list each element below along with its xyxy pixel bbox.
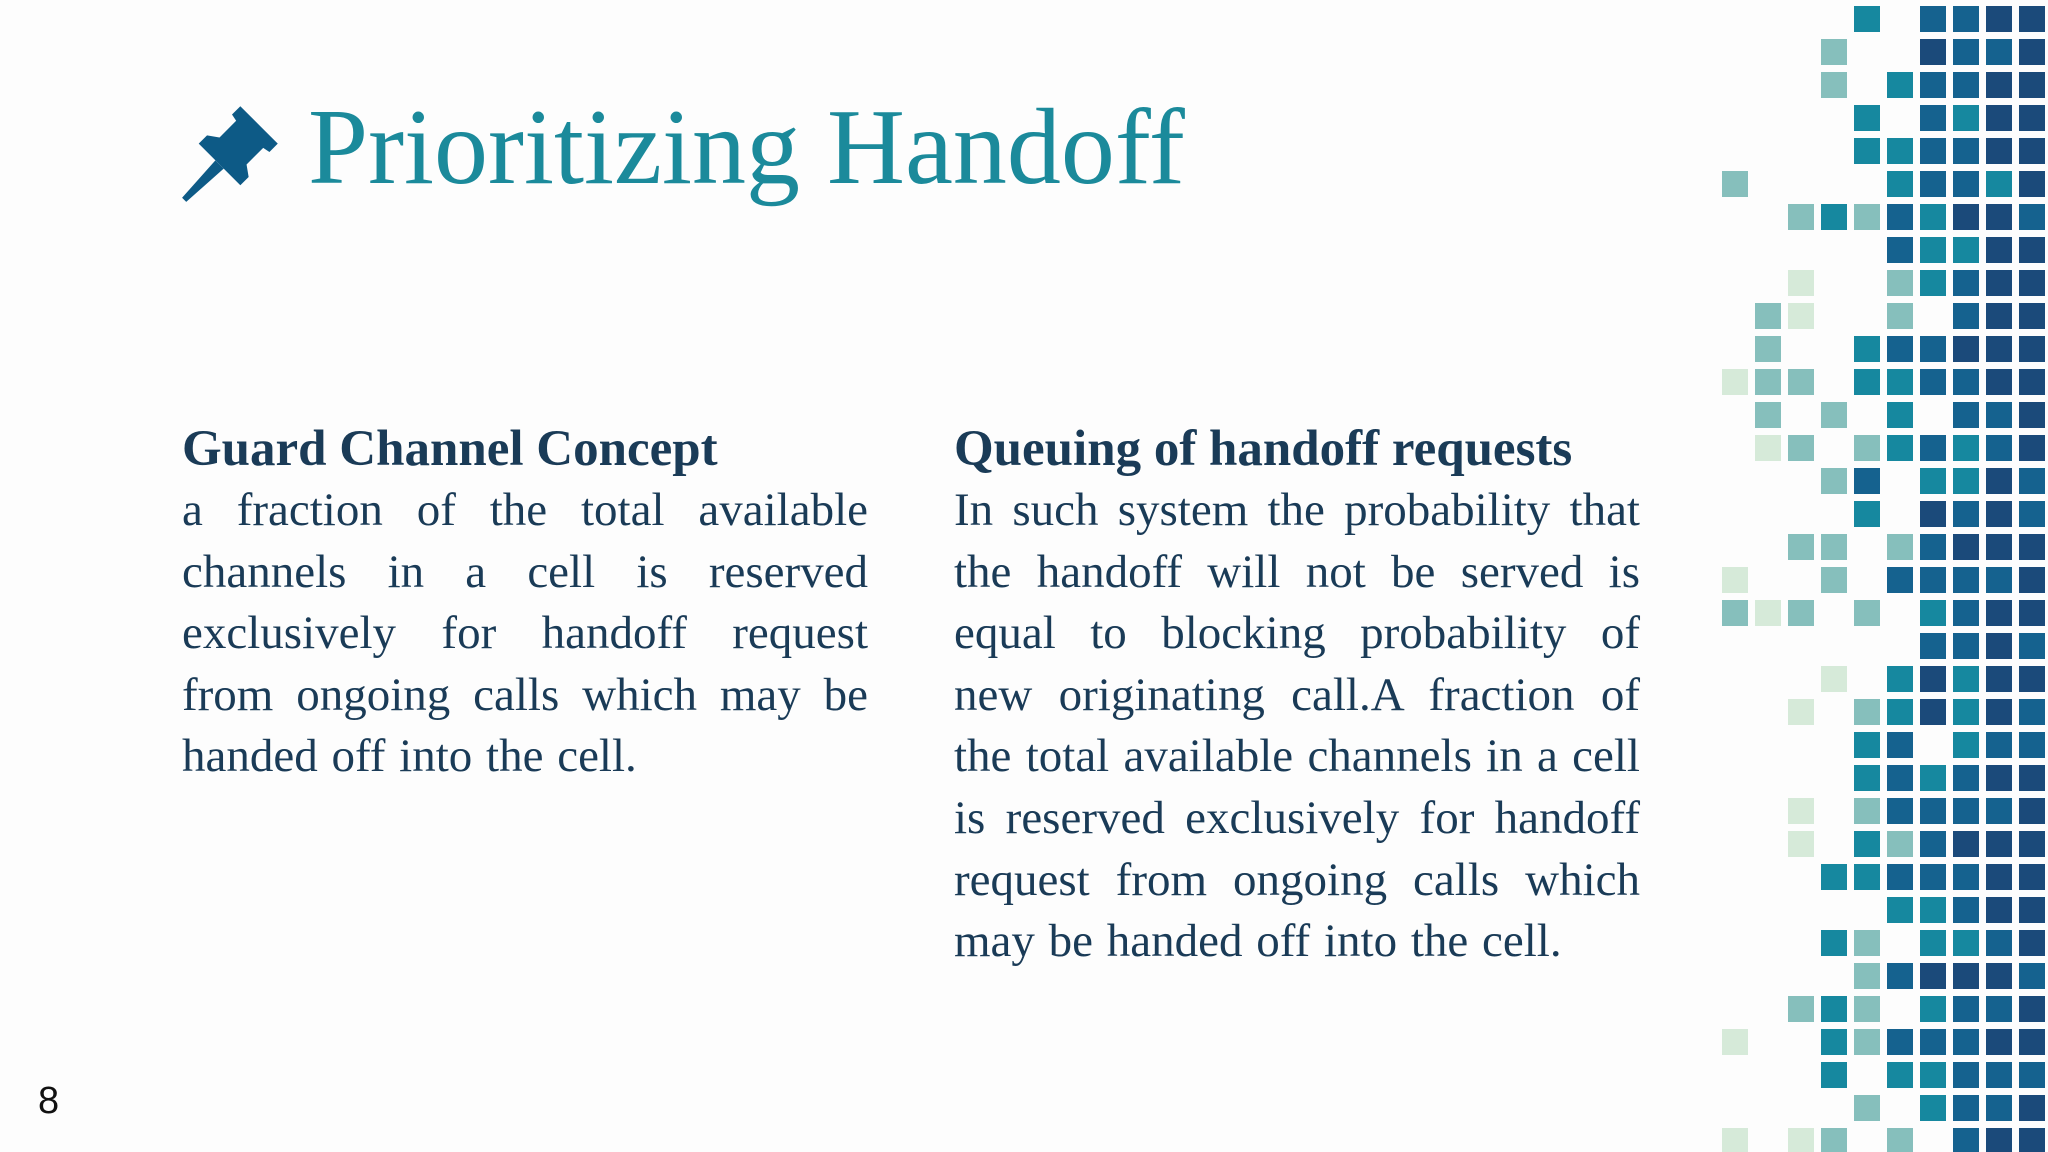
mosaic-square (1788, 534, 1814, 560)
mosaic-square (1722, 600, 1748, 626)
mosaic-square (1986, 468, 2012, 494)
mosaic-square (1821, 1128, 1847, 1152)
mosaic-square (1854, 138, 1880, 164)
mosaic-square (1887, 204, 1913, 230)
mosaic-square (1755, 369, 1781, 395)
mosaic-square (1788, 270, 1814, 296)
mosaic-square (2019, 369, 2045, 395)
mosaic-square (1887, 699, 1913, 725)
mosaic-square (2019, 6, 2045, 32)
mosaic-square (2019, 270, 2045, 296)
mosaic-square (1821, 864, 1847, 890)
mosaic-square (1788, 831, 1814, 857)
mosaic-square (1986, 204, 2012, 230)
mosaic-square (1821, 567, 1847, 593)
mosaic-square (1986, 501, 2012, 527)
mosaic-square (2019, 204, 2045, 230)
mosaic-square (1755, 402, 1781, 428)
mosaic-square (1854, 468, 1880, 494)
mosaic-square (1920, 39, 1946, 65)
mosaic-square (1953, 567, 1979, 593)
mosaic-square (1953, 336, 1979, 362)
mosaic-square (2019, 534, 2045, 560)
mosaic-square (1920, 237, 1946, 263)
mosaic-square (1920, 897, 1946, 923)
mosaic-square (2019, 930, 2045, 956)
mosaic-square (2019, 402, 2045, 428)
mosaic-square (1821, 996, 1847, 1022)
mosaic-square (1854, 336, 1880, 362)
mosaic-square (1986, 963, 2012, 989)
mosaic-square (1821, 204, 1847, 230)
mosaic-square (2019, 468, 2045, 494)
mosaic-square (1788, 699, 1814, 725)
mosaic-square (1953, 237, 1979, 263)
mosaic-square (1920, 468, 1946, 494)
mosaic-square (1986, 270, 2012, 296)
mosaic-square (1986, 633, 2012, 659)
mosaic-square (1953, 204, 1979, 230)
mosaic-square (1755, 435, 1781, 461)
mosaic-square (1887, 336, 1913, 362)
mosaic-square (1986, 303, 2012, 329)
mosaic-square (2019, 633, 2045, 659)
mosaic-square (1887, 798, 1913, 824)
mosaic-square (1854, 435, 1880, 461)
mosaic-square (1788, 204, 1814, 230)
mosaic-square (1920, 633, 1946, 659)
mosaic-square (1788, 435, 1814, 461)
mosaic-square (1953, 435, 1979, 461)
mosaic-square (1854, 765, 1880, 791)
mosaic-square (1920, 105, 1946, 131)
mosaic-square (1821, 39, 1847, 65)
mosaic-square (1986, 72, 2012, 98)
mosaic-square (1920, 1062, 1946, 1088)
mosaic-square (1821, 72, 1847, 98)
mosaic-square (1920, 600, 1946, 626)
mosaic-square (1821, 534, 1847, 560)
slide-title: Prioritizing Handoff (308, 88, 1185, 207)
mosaic-square (1854, 864, 1880, 890)
mosaic-square (1854, 996, 1880, 1022)
mosaic-square (1986, 864, 2012, 890)
mosaic-square (1722, 1128, 1748, 1152)
mosaic-square (1953, 369, 1979, 395)
mosaic-square (2019, 39, 2045, 65)
mosaic-square (1986, 1029, 2012, 1055)
mosaic-square (1887, 732, 1913, 758)
mosaic-square (1788, 303, 1814, 329)
queuing-body: In such system the probability that the handoff will not be served is equal to blocking probability of new originating call.A fraction of the total available channels in a cell is reserved exclusively for handoff request from ongoing calls which may be handed off into the cell. (954, 484, 1640, 968)
mosaic-square (1920, 336, 1946, 362)
mosaic-square (1755, 336, 1781, 362)
mosaic-square (1821, 402, 1847, 428)
mosaic-square (1986, 39, 2012, 65)
mosaic-square (1887, 171, 1913, 197)
mosaic-square (1722, 1029, 1748, 1055)
mosaic-square (1953, 468, 1979, 494)
mosaic-square (1986, 600, 2012, 626)
mosaic-square (1887, 1029, 1913, 1055)
mosaic-square (2019, 336, 2045, 362)
mosaic-square (1953, 963, 1979, 989)
mosaic-square (1920, 765, 1946, 791)
mosaic-square (1788, 1128, 1814, 1152)
mosaic-square (1887, 369, 1913, 395)
mosaic-square (1887, 831, 1913, 857)
mosaic-square (1920, 171, 1946, 197)
mosaic-square (1887, 1128, 1913, 1152)
mosaic-square (1953, 138, 1979, 164)
mosaic-square (1953, 798, 1979, 824)
mosaic-square (2019, 237, 2045, 263)
queuing-heading: Queuing of handoff requests (954, 421, 1573, 477)
mosaic-square (1986, 138, 2012, 164)
mosaic-square (2019, 996, 2045, 1022)
guard-channel-body: a fraction of the total available channels in a cell is reserved exclusively for handoff request from ongoing calls which may be handed off into the cell. (182, 484, 868, 783)
mosaic-square (1953, 930, 1979, 956)
pushpin-icon (180, 100, 284, 204)
mosaic-square (1986, 897, 2012, 923)
mosaic-square (1755, 600, 1781, 626)
mosaic-square (1887, 567, 1913, 593)
mosaic-square (1953, 402, 1979, 428)
mosaic-square (1953, 831, 1979, 857)
mosaic-square (1986, 435, 2012, 461)
mosaic-square (1722, 369, 1748, 395)
page-number: 8 (38, 1080, 60, 1122)
mosaic-square (1887, 897, 1913, 923)
mosaic-square (1920, 996, 1946, 1022)
mosaic-square (1953, 270, 1979, 296)
mosaic-square (1920, 666, 1946, 692)
mosaic-square (1887, 1062, 1913, 1088)
mosaic-square (1986, 930, 2012, 956)
mosaic-square (1887, 435, 1913, 461)
mosaic-square (1986, 1095, 2012, 1121)
mosaic-square (1887, 765, 1913, 791)
mosaic-square (1854, 501, 1880, 527)
mosaic-square (1953, 171, 1979, 197)
mosaic-square (1722, 171, 1748, 197)
mosaic-square (1986, 6, 2012, 32)
mosaic-square (1920, 1095, 1946, 1121)
mosaic-square (1953, 600, 1979, 626)
mosaic-square (2019, 171, 2045, 197)
mosaic-square (1854, 204, 1880, 230)
mosaic-square (2019, 105, 2045, 131)
mosaic-square (1887, 237, 1913, 263)
mosaic-square (1920, 435, 1946, 461)
mosaic-square (1953, 1095, 1979, 1121)
mosaic-square (1788, 798, 1814, 824)
mosaic-square (1953, 1062, 1979, 1088)
mosaic-square (1920, 369, 1946, 395)
mosaic-square (1887, 864, 1913, 890)
mosaic-square (1953, 699, 1979, 725)
mosaic-square (2019, 303, 2045, 329)
mosaic-square (1920, 534, 1946, 560)
mosaic-square (1854, 831, 1880, 857)
mosaic-square (1920, 72, 1946, 98)
mosaic-square (1920, 501, 1946, 527)
mosaic-square (1953, 6, 1979, 32)
mosaic-square (1920, 270, 1946, 296)
mosaic-square (1887, 402, 1913, 428)
mosaic-square (1722, 567, 1748, 593)
mosaic-square (1986, 534, 2012, 560)
mosaic-square (1920, 6, 1946, 32)
mosaic-square (1821, 930, 1847, 956)
mosaic-square (1953, 1029, 1979, 1055)
mosaic-square (1788, 369, 1814, 395)
mosaic-square (1986, 699, 2012, 725)
mosaic-square (1920, 1029, 1946, 1055)
mosaic-square (1821, 1029, 1847, 1055)
mosaic-square (1953, 534, 1979, 560)
mosaic-square (1953, 501, 1979, 527)
mosaic-square (1854, 1095, 1880, 1121)
mosaic-square (2019, 963, 2045, 989)
mosaic-square (1854, 105, 1880, 131)
mosaic-square (2019, 798, 2045, 824)
mosaic-square (1854, 6, 1880, 32)
mosaic-square (2019, 1029, 2045, 1055)
title-row (180, 88, 1185, 207)
mosaic-square (1920, 864, 1946, 890)
mosaic-square (1887, 138, 1913, 164)
guard-channel-heading: Guard Channel Concept (182, 421, 718, 477)
mosaic-square (1986, 1128, 2012, 1152)
mosaic-square (1920, 798, 1946, 824)
mosaic-square (1953, 105, 1979, 131)
mosaic-square (1986, 666, 2012, 692)
mosaic-square (1887, 72, 1913, 98)
mosaic-square (1920, 204, 1946, 230)
mosaic-square (1788, 600, 1814, 626)
mosaic-square (2019, 765, 2045, 791)
mosaic-square (1986, 171, 2012, 197)
mosaic-square (2019, 864, 2045, 890)
mosaic-square (1854, 369, 1880, 395)
mosaic-square (1920, 930, 1946, 956)
mosaic-square (2019, 666, 2045, 692)
mosaic-square (1986, 237, 2012, 263)
mosaic-square (1821, 1062, 1847, 1088)
mosaic-square (2019, 1128, 2045, 1152)
mosaic-square (2019, 501, 2045, 527)
mosaic-square (1854, 600, 1880, 626)
mosaic-square (1920, 567, 1946, 593)
mosaic-square (1887, 303, 1913, 329)
mosaic-square (2019, 699, 2045, 725)
mosaic-square (2019, 435, 2045, 461)
mosaic-square (1854, 798, 1880, 824)
mosaic-square (1887, 666, 1913, 692)
mosaic-square (1953, 303, 1979, 329)
mosaic-square (1986, 1062, 2012, 1088)
mosaic-square (2019, 831, 2045, 857)
mosaic-square (1953, 1128, 1979, 1152)
mosaic-square (1953, 996, 1979, 1022)
mosaic-square (1986, 732, 2012, 758)
mosaic-square (1821, 666, 1847, 692)
mosaic-square (1854, 1029, 1880, 1055)
decorative-mosaic (1716, 0, 2048, 1152)
mosaic-square (1986, 798, 2012, 824)
mosaic-square (2019, 732, 2045, 758)
mosaic-square (1953, 39, 1979, 65)
mosaic-square (1854, 699, 1880, 725)
mosaic-square (1953, 633, 1979, 659)
mosaic-square (1953, 666, 1979, 692)
mosaic-square (1854, 963, 1880, 989)
mosaic-square (1986, 369, 2012, 395)
mosaic-square (1953, 864, 1979, 890)
mosaic-square (2019, 1062, 2045, 1088)
mosaic-square (1986, 105, 2012, 131)
mosaic-square (2019, 600, 2045, 626)
mosaic-square (1986, 831, 2012, 857)
mosaic-square (2019, 897, 2045, 923)
mosaic-square (1986, 336, 2012, 362)
mosaic-square (1920, 963, 1946, 989)
mosaic-square (2019, 1095, 2045, 1121)
mosaic-square (2019, 72, 2045, 98)
mosaic-square (1986, 402, 2012, 428)
mosaic-square (1755, 303, 1781, 329)
mosaic-square (1887, 534, 1913, 560)
mosaic-square (1854, 930, 1880, 956)
mosaic-square (1953, 765, 1979, 791)
mosaic-square (1887, 270, 1913, 296)
mosaic-square (1986, 765, 2012, 791)
mosaic-square (1986, 567, 2012, 593)
mosaic-square (1920, 699, 1946, 725)
mosaic-square (1854, 732, 1880, 758)
mosaic-square (1920, 831, 1946, 857)
mosaic-square (1821, 468, 1847, 494)
mosaic-square (2019, 138, 2045, 164)
mosaic-square (1788, 996, 1814, 1022)
guard-channel-column (182, 418, 868, 788)
queuing-column (954, 418, 1640, 973)
mosaic-square (1953, 732, 1979, 758)
mosaic-square (1920, 138, 1946, 164)
mosaic-square (1953, 72, 1979, 98)
mosaic-square (1887, 963, 1913, 989)
mosaic-square (1953, 897, 1979, 923)
mosaic-square (1986, 996, 2012, 1022)
mosaic-square (2019, 567, 2045, 593)
